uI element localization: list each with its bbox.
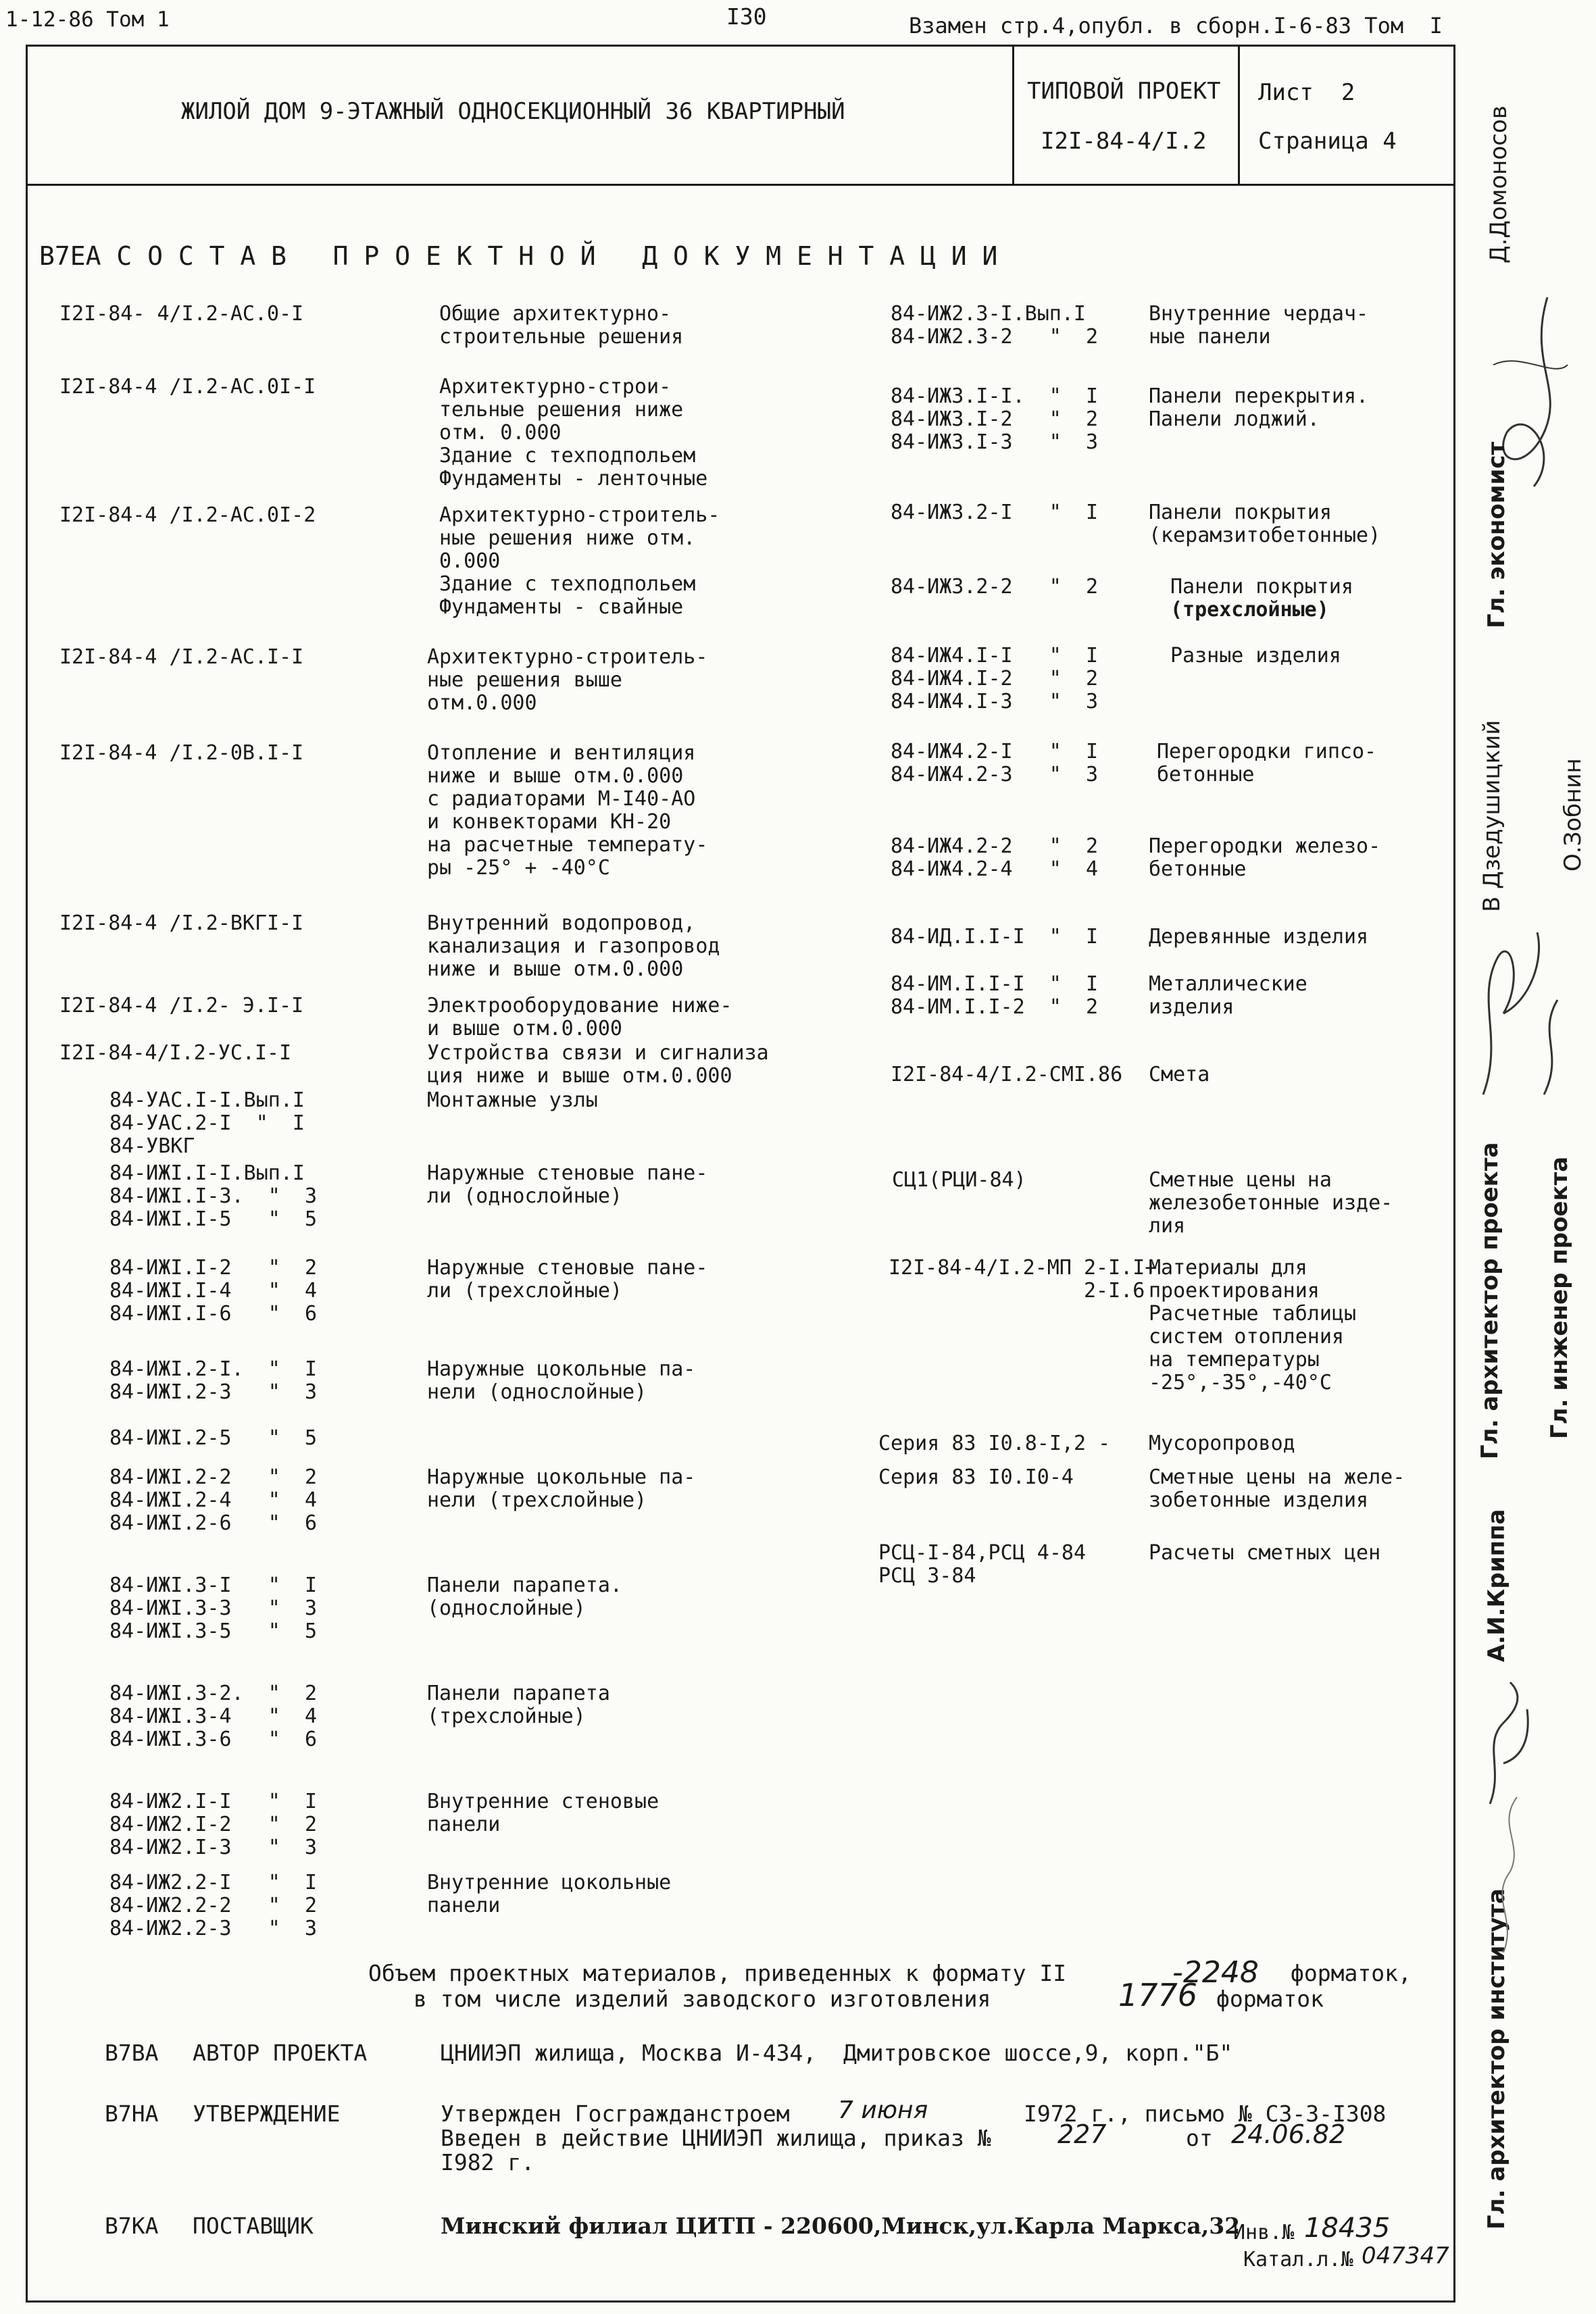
right-entry-desc-line: ные панели — [1149, 325, 1271, 349]
left-entry-code-3: I2I-84-4 /I.2-АС.I-I — [59, 645, 304, 669]
right-entry-desc-line: Внутренние чердач- — [1149, 302, 1369, 326]
left-entry-desc-line: Внутренний водопровод, — [427, 911, 696, 935]
right-entry-desc-line: Смета — [1149, 1063, 1210, 1086]
left-entry-code-5: I2I-84-4 /I.2-ВКГI-I — [59, 911, 304, 935]
left-entry-desc-line: ры -25° + -40°С — [427, 856, 610, 880]
right-entry-desc-line: Материалы для — [1149, 1256, 1307, 1280]
left-entry-desc-line: (трехслойные) — [427, 1705, 586, 1728]
krippa-name: А.И.Криппа — [1483, 1509, 1510, 1662]
left-entry-code-4: I2I-84-4 /I.2-0В.I-I — [59, 741, 304, 765]
right-entry-desc-line: Разные изделия — [1170, 644, 1341, 668]
left-entry-desc-1 — [439, 376, 707, 491]
right-entry-code-2: 84-ИЖ3.2-I " I — [891, 501, 1099, 524]
right-entry-code-12: Серия 83 I0.8-I,2 - — [878, 1432, 1111, 1455]
right-entry-desc-line: зобетонные изделия — [1149, 1488, 1369, 1512]
left-entry-desc-line: Архитектурно-строитель- — [439, 503, 720, 527]
left-entry-desc-line: Электрооборудование ниже- — [427, 994, 732, 1017]
page-number: I30 — [726, 3, 767, 30]
left-entry-desc-line: строительные решения — [439, 325, 684, 349]
left-entry-desc-6 — [427, 995, 732, 1040]
right-entry-desc-line: лия — [1149, 1214, 1186, 1238]
right-entry-code-14: РСЦ-I-84,РСЦ 4-84 РСЦ 3-84 — [878, 1541, 1087, 1588]
approval-label: УТВЕРЖДЕНИЕ — [193, 2101, 341, 2127]
right-entry-desc-line: Панели лоджий. — [1149, 407, 1320, 431]
author-label: АВТОР ПРОЕКТА — [193, 2040, 368, 2066]
sheet-number: Лист 2 — [1258, 79, 1355, 106]
left-entry-code-12: 84-ИЖI.2-2 " 2 84-ИЖI.2-4 " 4 84-ИЖI.2-6 " 6 — [109, 1465, 318, 1535]
catalog-label: Катал.л.№ — [1243, 2248, 1353, 2271]
right-entry-code-13: Серия 83 I0.I0-4 — [878, 1465, 1074, 1489]
inventory-number: 18435 — [1304, 2213, 1391, 2244]
right-entry-desc-line: Сметные цены на желе- — [1149, 1465, 1405, 1489]
left-entry-code-8: 84-УАС.I-I.Вып.I 84-УАС.2-I " I 84-УВКГ — [109, 1088, 305, 1158]
section-title: В7ЕА С О С Т А В П Р О Е К Т Н О Й Д О К У М Е Н Т А Ц И И — [39, 241, 998, 271]
left-entry-desc-5 — [427, 912, 720, 981]
institute-signature — [1470, 1770, 1544, 1959]
economist-title: Гл. экономист — [1483, 441, 1510, 628]
right-entry-desc-line: проектирования — [1149, 1279, 1320, 1303]
approval-line-1a: Утвержден Госгражданстроем — [441, 2101, 790, 2127]
left-entry-desc-line: Фундаменты - свайные — [439, 595, 684, 619]
left-entry-desc-line: 0.000 — [439, 549, 501, 573]
page-label: Страница 4 — [1258, 128, 1397, 155]
left-entry-desc-4 — [427, 742, 707, 880]
left-entry-desc-line: Архитектурно-строитель- — [427, 645, 708, 669]
right-entry-desc-line: Панели покрытия — [1170, 575, 1353, 599]
left-entry-desc-line: ниже и выше отм.0.000 — [427, 764, 684, 788]
architect-title: Гл. архитектор проекта — [1476, 1142, 1503, 1459]
left-entry-desc-line: с радиаторами М-I40-АО — [427, 787, 696, 811]
right-entry-desc-line: Панели перекрытия. — [1149, 384, 1369, 408]
economist-name: Д.Домоносов — [1485, 105, 1512, 263]
top-left-label: 1-12-86 Том 1 — [5, 7, 170, 32]
right-entry-desc-line: Расчетные таблицы — [1149, 1302, 1357, 1326]
approval-line-2a: Введен в действие ЦНИИЭП жилища, приказ № — [441, 2125, 991, 2151]
title-block-sep-2 — [1238, 45, 1240, 184]
engineer-name: О.Зобнин — [1560, 758, 1587, 872]
left-entry-code-7: I2I-84-4/I.2-УС.I-I — [59, 1041, 292, 1065]
supplier-text: Минский филиал ЦИТП - 220600,Минск,ул.Карла Маркса,32 — [441, 2213, 1241, 2239]
left-entry-desc-line: Наружные цокольные па- — [427, 1465, 696, 1489]
right-entry-desc-line: (керамзитобетонные) — [1149, 524, 1381, 547]
project-label: ТИПОВОЙ ПРОЕКТ — [1027, 78, 1221, 105]
right-entry-code-0: 84-ИЖ2.3-I.Вып.I 84-ИЖ2.3-2 " 2 — [891, 302, 1099, 349]
left-entry-desc-line: и конвекторами КН-20 — [427, 810, 672, 834]
left-entry-desc-line: отм. 0.000 — [439, 421, 562, 445]
author-code: В7ВА — [105, 2040, 159, 2066]
left-entry-code-16: 84-ИЖ2.2-I " I 84-ИЖ2.2-2 " 2 84-ИЖ2.2-3 " 3 — [109, 1871, 318, 1940]
left-entry-desc-line: тельные решения ниже — [439, 398, 684, 422]
left-entry-desc-line: Внутренние стеновые — [427, 1790, 659, 1813]
right-entry-desc-line: бетонные — [1149, 857, 1247, 881]
supplier-label: ПОСТАВЩИК — [193, 2213, 314, 2239]
right-entry-desc-2 — [1149, 501, 1380, 547]
right-entry-code-6: 84-ИЖ4.2-2 " 2 84-ИЖ4.2-4 " 4 — [891, 834, 1099, 881]
replacement-note: Взамен стр.4,опубл. в сборн.I-6-83 Том I — [909, 13, 1443, 39]
left-entry-desc-line: на расчетные температу- — [427, 833, 708, 857]
left-entry-desc-line: ция ниже и выше отм.0.000 — [427, 1064, 732, 1088]
right-entry-desc-5 — [1157, 740, 1376, 786]
left-entry-code-2: I2I-84-4 /I.2-АС.0I-2 — [59, 503, 316, 527]
left-entry-desc-13 — [427, 1574, 622, 1620]
catalog-number: 047347 — [1362, 2242, 1449, 2269]
left-entry-desc-12 — [427, 1466, 695, 1512]
left-entry-desc-line: Наружные стеновые пане- — [427, 1256, 708, 1280]
left-entry-code-6: I2I-84-4 /I.2- Э.I-I — [59, 994, 304, 1017]
right-entry-desc-line: (трехслойные) — [1170, 598, 1329, 622]
left-entry-desc-line: Наружные цокольные па- — [427, 1357, 696, 1381]
right-entry-desc-11 — [1149, 1257, 1356, 1394]
right-entry-desc-line: Металлические — [1149, 972, 1307, 996]
inventory-label: Инв.№ — [1233, 2221, 1295, 2244]
right-entry-desc-10 — [1149, 1169, 1393, 1238]
approval-order-no: 227 — [1057, 2119, 1107, 2149]
approval-line-1b: I972 г., письмо № СЗ-3-I308 — [1024, 2101, 1387, 2127]
left-entry-desc-line: (однослойные) — [427, 1596, 586, 1620]
left-entry-desc-line: и выше отм.0.000 — [427, 1017, 622, 1040]
approval-line-3: I982 г. — [441, 2149, 535, 2175]
left-entry-desc-16 — [427, 1871, 671, 1917]
right-entry-desc-line: Деревянные изделия — [1149, 925, 1369, 949]
left-entry-desc-0 — [439, 303, 683, 349]
right-entry-desc-0 — [1149, 303, 1368, 349]
left-entry-code-15: 84-ИЖ2.I-I " I 84-ИЖ2.I-2 " 2 84-ИЖ2.I-3 " 3 — [109, 1790, 318, 1859]
left-entry-desc-7 — [427, 1042, 769, 1088]
right-entry-desc-7 — [1149, 926, 1368, 949]
author-text: ЦНИИЭП жилища, Москва И-434, Дмитровское шоссе,9, корп."Б" — [441, 2040, 1233, 2066]
left-entry-desc-line: Панели парапета. — [427, 1574, 622, 1597]
left-entry-code-14: 84-ИЖI.3-2. " 2 84-ИЖI.3-4 " 4 84-ИЖI.3-6 " 6 — [109, 1682, 318, 1751]
left-entry-desc-line: ли (однослойные) — [427, 1184, 622, 1208]
right-entry-desc-line: Панели покрытия — [1149, 501, 1332, 524]
left-entry-code-0: I2I-84- 4/I.2-АС.0-I — [59, 302, 304, 326]
left-entry-desc-8 — [427, 1089, 598, 1112]
right-entry-desc-3 — [1170, 576, 1353, 622]
approval-code: В7НА — [105, 2101, 159, 2127]
volume-line-1: Объем проектных материалов, приведенных к формату II — [368, 1960, 1067, 1986]
volume-value-2: 1776 — [1118, 1977, 1198, 2013]
right-entry-desc-line: систем отопления — [1149, 1325, 1344, 1349]
right-entry-code-9: I2I-84-4/I.2-СМI.86 — [891, 1063, 1123, 1086]
right-entry-code-11: I2I-84-4/I.2-МП 2-I.I+ 2-I.6 — [889, 1256, 1157, 1303]
right-entry-desc-line: железобетонные изде- — [1149, 1191, 1393, 1215]
left-entry-desc-line: панели — [427, 1813, 501, 1836]
right-entry-code-5: 84-ИЖ4.2-I " I 84-ИЖ4.2-3 " 3 — [891, 740, 1099, 786]
left-entry-code-9: 84-ИЖI.I-I.Вып.I 84-ИЖI.I-3. " 3 84-ИЖI.I-5 " 5 — [109, 1161, 318, 1231]
right-entry-desc-line: Перегородки железо- — [1149, 834, 1381, 858]
right-entry-code-4: 84-ИЖ4.I-I " I 84-ИЖ4.I-2 " 2 84-ИЖ4.I-3 " 3 — [891, 644, 1099, 713]
right-entry-desc-12 — [1149, 1432, 1295, 1455]
right-entry-desc-line: Мусоропровод — [1149, 1432, 1295, 1455]
architect-signature — [1463, 919, 1585, 1108]
right-entry-code-3: 84-ИЖ3.2-2 " 2 — [891, 575, 1099, 599]
left-entry-desc-line: Архитектурно-строи- — [439, 375, 672, 399]
right-entry-desc-line: -25°,-35°,-40°С — [1149, 1371, 1332, 1394]
architect-name: В Дзедушицкий — [1478, 720, 1505, 912]
left-entry-desc-line: Отопление и вентиляция — [427, 741, 696, 765]
left-entry-code-13: 84-ИЖI.3-I " I 84-ИЖI.3-3 " 3 84-ИЖI.3-5 " 5 — [109, 1574, 318, 1643]
right-entry-desc-1 — [1149, 385, 1368, 431]
left-entry-desc-line: ниже и выше отм.0.000 — [427, 957, 684, 981]
left-entry-desc-line: Здание с техподпольем — [439, 572, 696, 596]
right-entry-code-8: 84-ИМ.I.I-I " I 84-ИМ.I.I-2 " 2 — [891, 972, 1099, 1019]
right-entry-desc-14 — [1149, 1542, 1380, 1565]
left-entry-desc-line: панели — [427, 1894, 501, 1917]
engineer-title: Гл. инженер проекта — [1546, 1156, 1573, 1439]
right-entry-desc-13 — [1149, 1466, 1405, 1512]
left-entry-desc-line: Внутренние цокольные — [427, 1871, 672, 1894]
right-entry-desc-line: на температуры — [1149, 1348, 1320, 1372]
volume-value-1: -2248 — [1172, 1955, 1259, 1990]
left-entry-desc-line: отм.0.000 — [427, 691, 537, 715]
left-entry-desc-line: ли (трехслойные) — [427, 1279, 622, 1303]
right-entry-code-7: 84-ИД.I.I-I " I — [891, 925, 1099, 949]
project-number: I2I-84-4/I.2 — [1041, 128, 1207, 155]
right-entry-desc-line: изделия — [1149, 995, 1235, 1019]
left-entry-desc-line: Наружные стеновые пане- — [427, 1161, 708, 1185]
right-entry-desc-line: бетонные — [1157, 763, 1255, 786]
left-entry-desc-line: Фундаменты - ленточные — [439, 467, 708, 491]
volume-unit-2: форматок — [1216, 1986, 1324, 2012]
institute-title: Гл. архитектор института — [1483, 1888, 1510, 2230]
left-entry-desc-3 — [427, 646, 707, 715]
right-entry-code-10: СЦ1(РЦИ-84) — [892, 1168, 1026, 1192]
volume-unit-1: форматок, — [1291, 1960, 1412, 1986]
left-entry-code-10: 84-ИЖI.I-2 " 2 84-ИЖI.I-4 " 4 84-ИЖI.I-6 " 6 — [109, 1256, 318, 1326]
left-entry-desc-line: ные решения ниже отм. — [439, 526, 696, 550]
right-entry-code-1: 84-ИЖ3.I-I. " I 84-ИЖ3.I-2 " 2 84-ИЖ3.I-3 " 3 — [891, 384, 1099, 454]
left-entry-desc-line: Здание с техподпольем — [439, 444, 696, 468]
title-block-divider — [26, 184, 1453, 186]
left-entry-desc-10 — [427, 1257, 707, 1303]
right-entry-desc-line: Перегородки гипсо- — [1157, 740, 1377, 763]
approval-line-2b: от — [1186, 2125, 1213, 2151]
left-entry-desc-line: нели (трехслойные) — [427, 1488, 647, 1512]
left-entry-desc-9 — [427, 1162, 707, 1208]
left-entry-desc-line: Устройства связи и сигнализа — [427, 1041, 769, 1065]
approval-date-day: 7 июня — [838, 2096, 928, 2124]
left-entry-desc-11 — [427, 1358, 695, 1404]
supplier-code: В7КА — [105, 2213, 159, 2239]
right-entry-desc-6 — [1149, 835, 1380, 881]
right-entry-desc-9 — [1149, 1063, 1210, 1086]
building-title: ЖИЛОЙ ДОМ 9-ЭТАЖНЫЙ ОДНОСЕКЦИОННЫЙ 36 КВАРТИРНЫЙ — [181, 98, 845, 125]
left-entry-desc-14 — [427, 1682, 610, 1728]
right-entry-desc-8 — [1149, 973, 1307, 1019]
approval-order-date: 24.06.82 — [1231, 2119, 1346, 2149]
left-entry-desc-2 — [439, 504, 720, 619]
left-entry-desc-line: Монтажные узлы — [427, 1088, 598, 1112]
left-entry-desc-line: нели (однослойные) — [427, 1380, 647, 1404]
left-entry-desc-line: Панели парапета — [427, 1682, 610, 1705]
left-entry-desc-line: ные решения выше — [427, 668, 622, 692]
right-entry-desc-line: Расчеты сметных цен — [1149, 1541, 1381, 1565]
left-entry-code-1: I2I-84-4 /I.2-АС.0I-I — [59, 375, 316, 399]
left-entry-desc-line: канализация и газопровод — [427, 934, 720, 958]
right-entry-desc-line: Сметные цены на — [1149, 1168, 1332, 1192]
left-entry-desc-15 — [427, 1790, 659, 1836]
left-entry-code-11: 84-ИЖI.2-I. " I 84-ИЖI.2-3 " 3 84-ИЖI.2-5 " 5 — [109, 1357, 318, 1450]
title-block-sep-1 — [1012, 45, 1014, 184]
right-entry-desc-4 — [1170, 645, 1341, 668]
left-entry-desc-line: Общие архитектурно- — [439, 302, 672, 326]
volume-line-2: в том числе изделий заводского изготовления — [414, 1986, 991, 2012]
